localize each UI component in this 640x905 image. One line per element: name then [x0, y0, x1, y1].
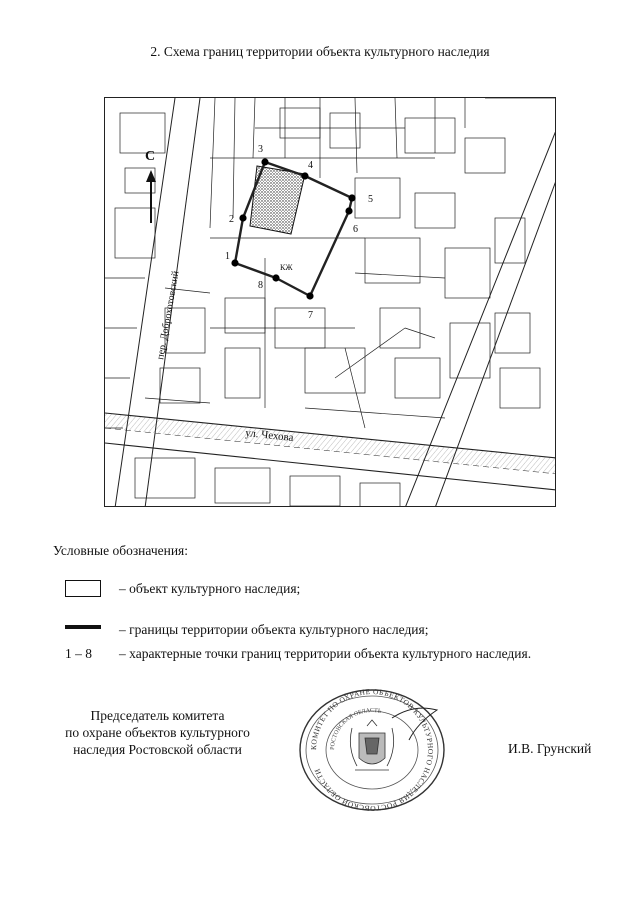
point-label-3: 3	[258, 144, 263, 155]
signatory-position	[40, 707, 275, 758]
legend-text-object: – объект культурного наследия;	[119, 581, 301, 596]
point-3	[261, 158, 268, 165]
official-seal	[297, 688, 447, 817]
point-label-5: 5	[368, 194, 373, 205]
seal-inner-text: РОСТОВСКАЯ ОБЛАСТЬ	[329, 707, 382, 751]
point-4	[301, 172, 308, 179]
seal-outer-text: КОМИТЕТ ПО ОХРАНЕ ОБЪЕКТОВ КУЛЬТУРНОГО НАСЛЕДИЯ РОСТОВСКОЙ ОБЛАСТИ	[308, 688, 436, 812]
position-line: по охране объектов культурного	[65, 725, 250, 740]
points-range-symbol: 1 – 8	[65, 646, 92, 661]
point-7	[306, 292, 313, 299]
seal-graphic	[297, 688, 447, 812]
legend-text-boundary: – границы территории объекта культурного наследия;	[119, 622, 429, 637]
heritage-object-symbol	[65, 580, 101, 597]
boundary-line-symbol	[65, 625, 101, 629]
point-8	[272, 274, 279, 281]
point-label-4: 4	[308, 160, 313, 171]
point-label-6: 6	[353, 224, 358, 235]
point-label-8: 8	[258, 280, 263, 291]
point-label-1: 1	[225, 251, 230, 262]
point-2	[239, 214, 246, 221]
street-label: ул. Чехова	[244, 427, 295, 445]
north-label: С	[145, 149, 156, 164]
coat-of-arms-icon	[350, 720, 393, 770]
legend-heading: Условные обозначения:	[53, 543, 189, 558]
page-title: 2. Схема границ территории объекта культурного наследия	[150, 44, 490, 59]
position-line: наследия Ростовской области	[73, 742, 242, 757]
building-label: КЖ	[280, 263, 293, 272]
street-hatch	[105, 413, 556, 474]
cadastral-map	[104, 97, 556, 507]
legend-text-points: – характерные точки границ территории объекта культурного наследия.	[119, 646, 532, 661]
map-drawing	[105, 98, 556, 507]
position-line: Председатель комитета	[90, 708, 225, 723]
lane-label: пер. Доброхотовский	[155, 270, 182, 361]
signatory-name: И.В. Грунский	[508, 741, 592, 756]
north-arrow-icon	[145, 149, 156, 223]
point-1	[231, 259, 238, 266]
point-label-7: 7	[308, 310, 313, 321]
point-5	[348, 194, 355, 201]
point-6	[345, 207, 352, 214]
point-label-2: 2	[229, 214, 234, 225]
